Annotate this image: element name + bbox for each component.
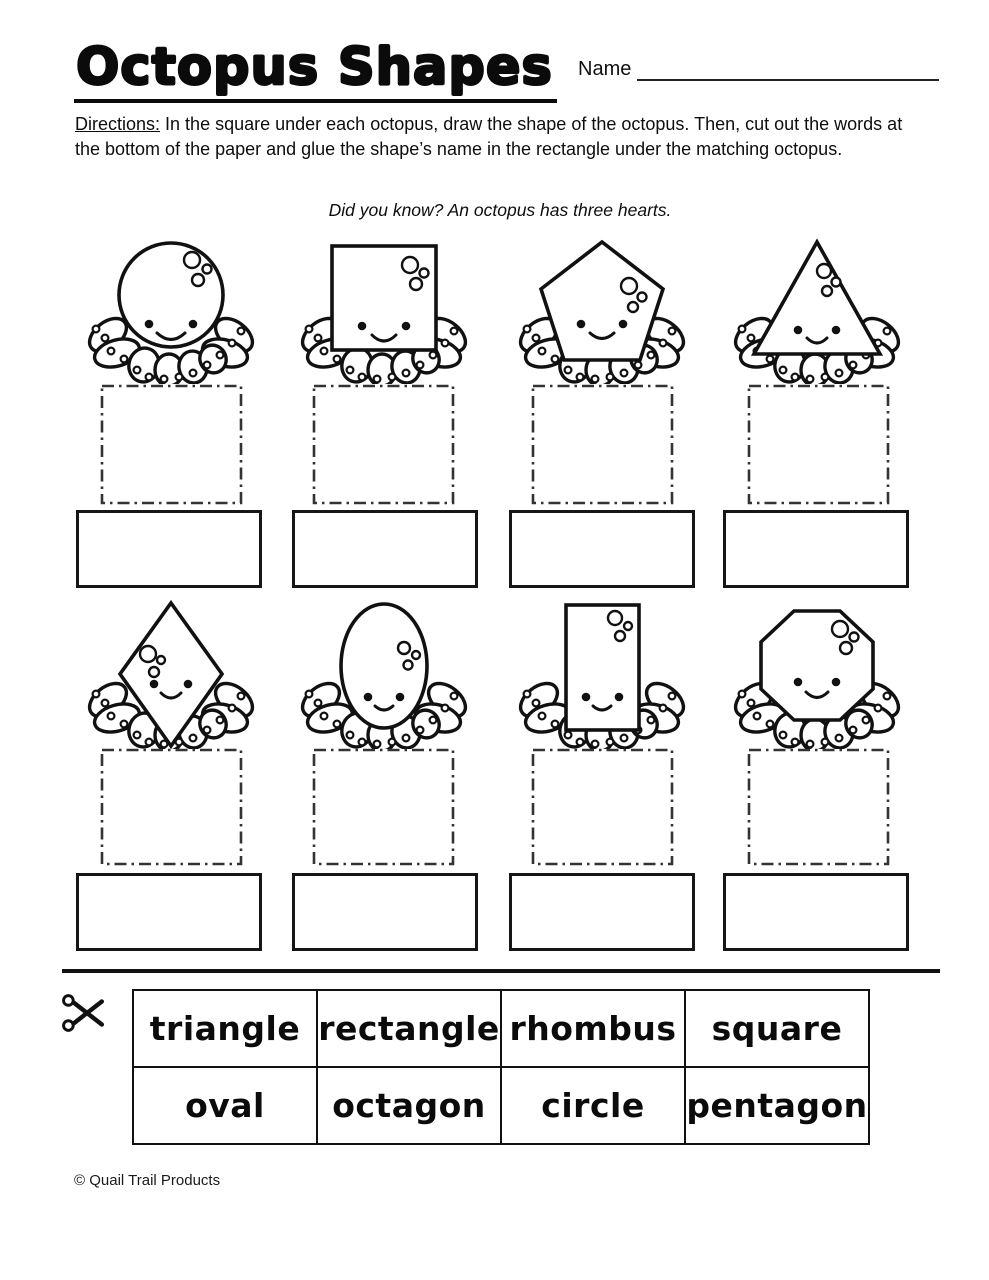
draw-box-pentagon [531, 384, 674, 505]
scissors-icon [60, 990, 106, 1036]
page-title: Octopus Shapes [74, 38, 557, 103]
name-blank-line [637, 59, 939, 81]
draw-box-triangle [747, 384, 890, 505]
octopus-octagon-figure [727, 597, 907, 749]
word-card-pentagon: pentagon [685, 1067, 869, 1144]
glue-box-octagon [723, 873, 909, 951]
octopus-square-figure [294, 232, 474, 384]
octopus-triangle-figure [727, 232, 907, 384]
glue-box-rhombus [76, 873, 262, 951]
word-card-rhombus: rhombus [501, 990, 685, 1067]
word-card-triangle: triangle [133, 990, 317, 1067]
fact-text: Did you know? An octopus has three hearts. [328, 200, 672, 220]
draw-box-rectangle [531, 748, 674, 866]
word-bank-row [133, 1067, 869, 1144]
cut-line [62, 969, 940, 973]
draw-box-octagon [747, 748, 890, 866]
octopus-pentagon-figure [512, 232, 692, 384]
name-row [578, 58, 939, 81]
name-label: Name [578, 58, 632, 80]
glue-box-square [292, 510, 478, 588]
octopus-circle-figure [81, 232, 261, 384]
octopus-oval-figure [294, 597, 474, 749]
draw-box-square [312, 384, 455, 505]
octopus-rectangle-figure [512, 597, 692, 749]
word-bank-table [132, 989, 870, 1145]
word-card-square: square [685, 990, 869, 1067]
word-card-rectangle: rectangle [317, 990, 501, 1067]
draw-box-rhombus [100, 748, 243, 866]
glue-box-triangle [723, 510, 909, 588]
word-card-octagon: octagon [317, 1067, 501, 1144]
word-card-circle: circle [501, 1067, 685, 1144]
glue-box-oval [292, 873, 478, 951]
word-card-oval: oval [133, 1067, 317, 1144]
glue-box-pentagon [509, 510, 695, 588]
draw-box-oval [312, 748, 455, 866]
directions-text: In the square under each octopus, draw the shape of the octopus. Then, cut out the words at the bottom of the paper and glue the shape’s name in the rectangle under the matching octopus. [75, 114, 903, 159]
directions-paragraph [75, 112, 925, 162]
draw-box-circle [100, 384, 243, 505]
directions-label: Directions: [75, 114, 161, 134]
word-bank-row [133, 990, 869, 1067]
glue-box-rectangle [509, 873, 695, 951]
footer-credit: © Quail Trail Products [74, 1172, 221, 1189]
octopus-rhombus-figure [81, 597, 261, 749]
glue-box-circle [76, 510, 262, 588]
